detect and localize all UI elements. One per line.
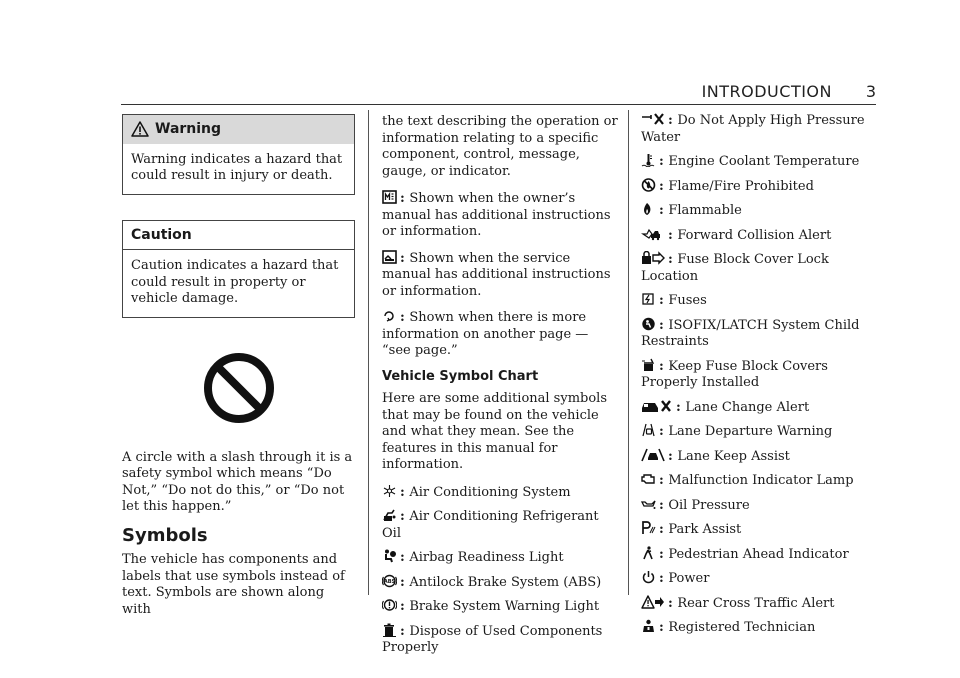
park-assist-icon bbox=[641, 521, 656, 535]
symbol-item: : Forward Collision Alert bbox=[641, 227, 877, 245]
dispose-icon bbox=[382, 623, 397, 637]
caution-title: Caution bbox=[131, 226, 192, 243]
manual-item: : Shown when the owner’s manual has additional instructions or information. bbox=[382, 191, 611, 239]
warning-box-header bbox=[123, 115, 354, 144]
coolant-temp-icon bbox=[641, 153, 656, 167]
vehicle-symbol-chart-heading: Vehicle Symbol Chart bbox=[382, 368, 539, 384]
symbol-text: Power bbox=[668, 571, 710, 586]
symbol-text: Pedestrian Ahead Indicator bbox=[668, 546, 849, 562]
symbol-text: Airbag Readiness Light bbox=[409, 550, 564, 565]
symbol-text: Oil Pressure bbox=[668, 497, 750, 513]
symbol-text: Registered Technician bbox=[668, 620, 816, 635]
owners-manual-icon bbox=[382, 190, 397, 204]
airbag-icon bbox=[382, 549, 397, 563]
symbol-text: Flammable bbox=[668, 203, 742, 218]
column-divider bbox=[368, 110, 369, 595]
fuses-icon bbox=[641, 292, 656, 306]
caution-box bbox=[122, 220, 355, 318]
symbol-text: Dispose of Used Components Properly bbox=[382, 623, 603, 655]
symbol-text: Do Not Apply High Pressure Water bbox=[641, 113, 865, 145]
column-2 bbox=[382, 114, 618, 664]
symbol-text: Park Assist bbox=[668, 522, 742, 537]
symbol-item: : Rear Cross Traffic Alert bbox=[641, 595, 877, 613]
more-info-icon bbox=[382, 309, 397, 323]
symbol-item: : Air Conditioning Refrigerant Oil bbox=[382, 509, 599, 541]
manual-item-text: Shown when the service manual has additional instructions or information. bbox=[382, 250, 611, 299]
symbol-item: : Flammable bbox=[641, 202, 877, 220]
isofix-icon bbox=[641, 317, 656, 331]
symbol-item: : Do Not Apply High Pressure Water bbox=[641, 113, 865, 145]
circle-slash-text: A circle with a slash through it is a safety symbol which means “Do Not,” “Do not do this,” or “Do not let this happen.” bbox=[122, 449, 353, 514]
symbol-item: ABS : Antilock Brake System (ABS) bbox=[383, 574, 602, 590]
symbol-text: Brake System Warning Light bbox=[409, 599, 600, 614]
symbol-item: : Oil Pressure bbox=[641, 497, 877, 515]
page-number: 3 bbox=[865, 82, 876, 101]
chart-intro: Here are some additional symbols that may be found on the vehicle and what they mean. See the features in this manual for information. bbox=[382, 391, 608, 472]
lane-departure-icon bbox=[641, 423, 656, 437]
symbol-text: Lane Change Alert bbox=[685, 399, 810, 415]
service-manual-icon bbox=[382, 250, 397, 264]
symbol-item: : ISOFIX/LATCH System Child Restraints bbox=[641, 317, 860, 349]
column-1 bbox=[122, 114, 355, 628]
symbol-item: : Air Conditioning System bbox=[382, 484, 618, 502]
symbol-item: : Keep Fuse Block Covers Properly Installed bbox=[641, 358, 828, 390]
symbol-item: : Registered Technician bbox=[641, 619, 877, 637]
ac-system-icon bbox=[382, 484, 397, 498]
manual-item: : Shown when there is more information on another page — “see page.” bbox=[382, 310, 589, 358]
symbol-item: : Brake System Warning Light bbox=[382, 598, 618, 616]
pedestrian-icon bbox=[641, 546, 656, 560]
svg-text:ABS: ABS bbox=[383, 578, 396, 585]
symbols-intro-part: The vehicle has components and labels that use symbols instead of text. Symbols are shown along with bbox=[122, 552, 345, 617]
symbol-text: Rear Cross Traffic Alert bbox=[677, 595, 835, 611]
warning-text: Warning indicates a hazard that could result in injury or death. bbox=[131, 151, 343, 183]
fuse-lock-icon bbox=[641, 251, 665, 265]
prohibition-icon bbox=[203, 352, 275, 424]
symbol-item: : Dispose of Used Components Properly bbox=[382, 623, 603, 655]
lane-change-icon bbox=[641, 399, 673, 413]
no-high-pressure-icon bbox=[641, 112, 665, 126]
symbol-item: : Airbag Readiness Light bbox=[382, 549, 618, 567]
forward-collision-icon bbox=[641, 227, 665, 241]
brake-warning-icon bbox=[382, 598, 397, 612]
symbols-intro-continued: the text describing the operation or information relating to a specific component, control, message, gauge, or indicator. bbox=[382, 114, 618, 179]
manual-item-text: Shown when the owner’s manual has additional instructions or information. bbox=[382, 191, 611, 239]
warning-triangle-icon bbox=[131, 121, 149, 137]
symbol-text: Air Conditioning System bbox=[409, 484, 571, 500]
warning-title: Warning bbox=[155, 121, 222, 137]
symbol-item: : Fuses bbox=[641, 292, 877, 310]
symbol-text: Keep Fuse Block Covers Properly Installed bbox=[641, 358, 828, 390]
symbol-text: Malfunction Indicator Lamp bbox=[668, 473, 854, 488]
column-3 bbox=[641, 112, 877, 644]
symbol-text: Flame/Fire Prohibited bbox=[668, 178, 814, 194]
page-header bbox=[121, 82, 876, 105]
symbol-item: : Fuse Block Cover Lock Location bbox=[641, 252, 829, 284]
fuse-cover-icon bbox=[641, 358, 656, 372]
column-divider bbox=[628, 110, 629, 595]
manual-item: : Shown when the service manual has additional instructions or information. bbox=[382, 250, 611, 299]
warning-box bbox=[122, 114, 355, 195]
caution-text: Caution indicates a hazard that could result in property or vehicle damage. bbox=[131, 258, 339, 306]
no-flame-icon bbox=[641, 178, 656, 192]
symbol-item: : Lane Departure Warning bbox=[641, 423, 877, 441]
power-icon bbox=[641, 570, 656, 584]
ac-oil-icon bbox=[382, 508, 397, 522]
lane-keep-icon bbox=[641, 448, 665, 462]
section-title: INTRODUCTION bbox=[701, 82, 832, 101]
symbol-text: Air Conditioning Refrigerant Oil bbox=[382, 509, 599, 541]
rear-cross-traffic-icon bbox=[641, 595, 665, 609]
oil-pressure-icon bbox=[641, 497, 656, 511]
malfunction-lamp-icon bbox=[641, 472, 656, 486]
symbol-item: : Malfunction Indicator Lamp bbox=[641, 472, 877, 490]
manual-item-text: Shown when there is more information on another page — “see page.” bbox=[382, 310, 589, 358]
symbol-item: : Lane Keep Assist bbox=[641, 448, 877, 466]
symbol-text: Lane Departure Warning bbox=[668, 424, 833, 439]
symbol-item: : Park Assist bbox=[641, 521, 877, 539]
symbols-heading: Symbols bbox=[122, 524, 208, 546]
symbol-item: : Flame/Fire Prohibited bbox=[641, 178, 877, 196]
symbol-text: ISOFIX/LATCH System Child Restraints bbox=[641, 317, 860, 349]
circle-slash-figure bbox=[122, 352, 355, 424]
technician-icon bbox=[641, 619, 656, 633]
symbol-item: : Power bbox=[641, 570, 877, 588]
symbol-text: Fuses bbox=[668, 293, 707, 308]
abs-icon bbox=[382, 574, 397, 588]
symbol-text: Forward Collision Alert bbox=[677, 227, 832, 243]
symbol-text: Fuse Block Cover Lock Location bbox=[641, 252, 829, 284]
symbol-text: Lane Keep Assist bbox=[677, 448, 790, 464]
symbol-item: : Pedestrian Ahead Indicator bbox=[641, 546, 877, 564]
symbol-item: : Lane Change Alert bbox=[641, 399, 877, 417]
symbol-text: Antilock Brake System (ABS) bbox=[409, 574, 602, 590]
flammable-icon bbox=[641, 202, 656, 216]
symbol-text: Engine Coolant Temperature bbox=[668, 154, 860, 169]
symbol-item: : Engine Coolant Temperature bbox=[641, 153, 877, 171]
caution-box-header bbox=[123, 221, 354, 251]
